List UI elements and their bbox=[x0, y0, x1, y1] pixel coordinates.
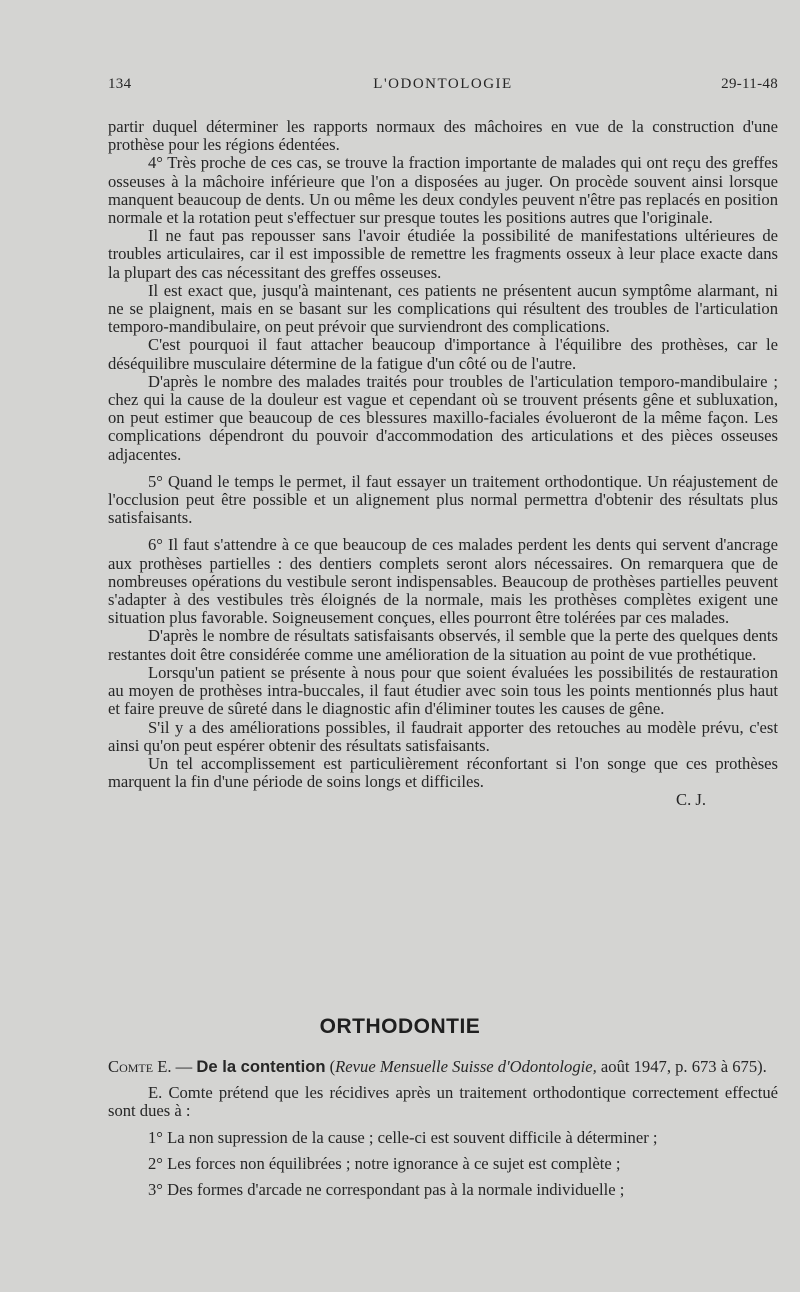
paragraph: Il ne faut pas repousser sans l'avoir étudiée la possibilité de manifestations ultérieures de troubles articulaires, car il est impossible de remettre les fragments osseux à leur place exacte dans la plupart des cas nécessitant des greffes osseuses. bbox=[108, 226, 778, 282]
paragraph: 6° Il faut s'attendre à ce que beaucoup de ces malades perdent les dents qui servent d'ancrage aux prothèses partielles : des dentiers complets seront alors nécessaires. On remarquera que de nombreuses opérations du vestibule seront indispensables. Beaucoup de prothèses partielles peuvent s'adapter à des vestibules très éloignés de la normale, mais les prothèses complètes exigent une situation plus favorable. Soigneusement conçues, elles pourront être tolérées par ces malades. bbox=[108, 535, 778, 628]
reference-citation bbox=[108, 1058, 778, 1076]
issue-date: 29-11-48 bbox=[721, 76, 778, 92]
paragraph: 5° Quand le temps le permet, il faut essayer un traitement orthodontique. Un réajustement de l'occlusion peut être possible et un alignement plus normal permettra d'obtenir des résultats plus satisfaisants. bbox=[108, 471, 778, 528]
section-title: ORTHODONTIE bbox=[319, 1015, 481, 1038]
page-number: 134 bbox=[108, 76, 132, 92]
list-item: 2° Les forces non équilibrées ; notre ignorance à ce sujet est complète ; bbox=[148, 1153, 621, 1173]
paragraph: C'est pourquoi il faut attacher beaucoup d'importance à l'équilibre des prothèses, car le déséquilibre musculaire détermine de la fatigue d'un côté ou de l'autre. bbox=[108, 335, 778, 373]
author-signature: C. J. bbox=[676, 790, 706, 810]
reference-author: Comte E. bbox=[108, 1057, 172, 1076]
paragraph: D'après le nombre des malades traités pour troubles de l'articulation temporo-mandibulaire ; chez qui la cause de la douleur est vague et cependant où se trouvent présents gêne et subluxation, on peut estimer que beaucoup de ces blessures maxillo-faciales évolueront de la même façon. Les complications dépendront du pouvoir d'accommodation des articulations et des pièces osseuses adjacentes. bbox=[108, 371, 778, 464]
reference-dash: — bbox=[171, 1057, 197, 1076]
abstract-block bbox=[108, 1058, 778, 1207]
paragraph: Lorsqu'un patient se présente à nous pour que soient évaluées les possibilités de restauration au moyen de prothèses intra-buccales, il faut étudier avec soin tous les points mentionnés plus haut et faire preuve de sûreté dans le diagnostic afin d'éliminer toutes les causes de gêne. bbox=[108, 662, 778, 719]
journal-title: L'ODONTOLOGIE bbox=[373, 76, 513, 92]
list-item: 3° Des formes d'arcade ne correspondant pas à la normale individuelle ; bbox=[148, 1180, 625, 1200]
paragraph: Un tel accomplissement est particulièrement réconfortant si l'on songe que ces prothèses marquent la fin d'une période de soins longs et difficiles. bbox=[108, 753, 778, 792]
reference-open: ( bbox=[325, 1057, 336, 1076]
list-item: 1° La non supression de la cause ; celle-ci est souvent difficile à déterminer ; bbox=[148, 1127, 658, 1147]
paragraph: partir duquel déterminer les rapports normaux des mâchoires en vue de la construction d'une prothèse pour les régions édentées. bbox=[108, 117, 778, 155]
running-header bbox=[108, 76, 778, 98]
paragraph: D'après le nombre de résultats satisfaisants observés, il semble que la perte des quelques dents restantes doit être considérée comme une amélioration de la situation au point de vue prothétique. bbox=[108, 626, 778, 664]
paragraph: S'il y a des améliorations possibles, il faudrait apporter des retouches au modèle prévu, c'est ainsi qu'on peut espérer obtenir des résultats satisfaisants. bbox=[108, 717, 778, 755]
paragraph: 4° Très proche de ces cas, se trouve la fraction importante de malades qui ont reçu des greffes osseuses à la mâchoire inférieure que l'on a disposées au juger. On procède souvent ainsi lorsque manquent beaucoup de dents. Un ou même les deux condyles peuvent n'être pas replacés en position normale et la rotation peut s'effectuer sur presque toutes les positions autres que l'originale. bbox=[108, 153, 778, 228]
reference-details: août 1947, p. 673 à 675). bbox=[596, 1057, 767, 1076]
article-continuation bbox=[108, 118, 778, 810]
paragraph: E. Comte prétend que les récidives après un traitement orthodontique correctement effectué sont dues à : bbox=[108, 1083, 778, 1121]
reference-title: De la contention bbox=[196, 1057, 326, 1076]
paragraph: Il est exact que, jusqu'à maintenant, ces patients ne présentent aucun symptôme alarmant, ni ne se plaignent, mais en se basant sur les complications qui résultent des troubles de l'articulation temporo-mandibulaire, on peut prévoir que surviendront des complications. bbox=[108, 280, 778, 337]
reference-journal: Revue Mensuelle Suisse d'Odontologie, bbox=[335, 1057, 597, 1076]
